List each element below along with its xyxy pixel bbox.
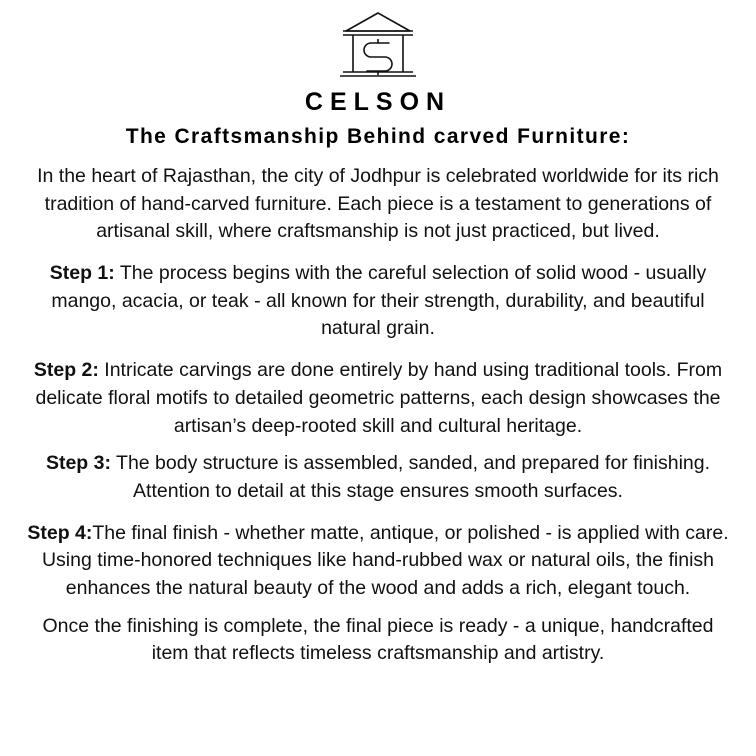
step-4-paragraph bbox=[22, 520, 734, 603]
step-1-paragraph bbox=[22, 260, 734, 343]
step-3-label: Step 3: bbox=[45, 452, 111, 475]
celson-house-monogram-icon bbox=[335, 8, 421, 86]
step-4-label: Step 4: bbox=[27, 521, 93, 544]
step-3-paragraph bbox=[22, 450, 734, 505]
step-2-text: Intricate carvings are done entirely by hand using traditional tools. From delicate floral motifs to detailed geometric patterns, each design showcases the artisan’s deep-rooted skill and cultural heritage. bbox=[35, 359, 723, 437]
step-4-text: The final finish - whether matte, antique, or polished - is applied with care. Using time-honored techniques like hand-rubbed wax or natural oils, the finish enhances the natural beauty of the wood and adds a rich, elegant touch. bbox=[41, 521, 729, 599]
step-2-label: Step 2: bbox=[33, 359, 99, 382]
step-1-text: The process begins with the careful selection of solid wood - usually mango, acacia, or teak - all known for their strength, durability, and beautiful natural grain. bbox=[51, 262, 707, 340]
step-1-label: Step 1: bbox=[49, 262, 115, 285]
step-3-text: The body structure is assembled, sanded, and prepared for finishing. Attention to detail at this stage ensures smooth surfaces. bbox=[110, 452, 711, 502]
step-2-paragraph bbox=[22, 357, 734, 440]
page-title: The Craftsmanship Behind carved Furniture: bbox=[125, 125, 631, 148]
intro-paragraph: In the heart of Rajasthan, the city of Jodhpur is celebrated worldwide for its rich tradition of hand-carved furniture. Each piece is a testament to generations of artisanal skill, where craftsmanship is not just practiced, but lived. bbox=[37, 165, 719, 243]
brand-name: CELSON bbox=[304, 88, 452, 116]
closing-paragraph: Once the finishing is complete, the final piece is ready - a unique, handcrafted item that reflects timeless craftsmanship and artistry. bbox=[42, 614, 714, 665]
